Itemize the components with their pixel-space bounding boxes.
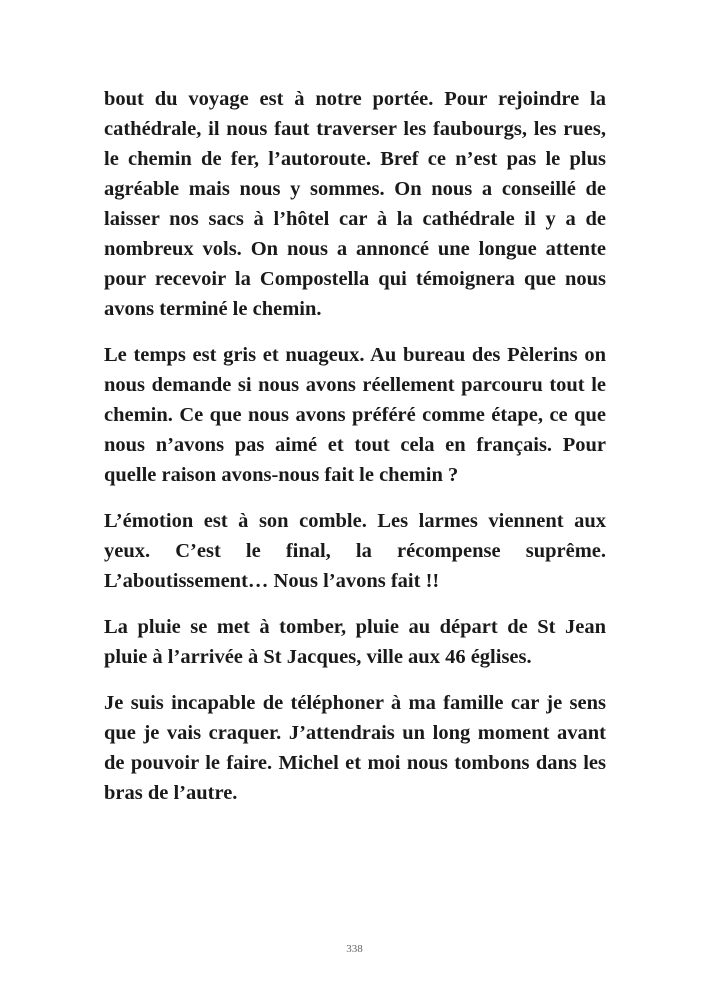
page-number: 338 bbox=[346, 943, 363, 955]
paragraph-arrival-cathedral: bout du voyage est à notre portée. Pour rejoindre la cathédrale, il nous faut traverser les faubourgs, les rues, le chemin de fer, l’autoroute. Bref ce n’est pas le plus agréable mais nous y sommes. On nous a conseillé de laisser nos sacs à l’hôtel car à la cathédrale il y a de nombreux vols. On nous a annoncé une longue attente pour recevoir la Compostella qui témoignera que nous avons terminé le chemin. bbox=[104, 88, 606, 320]
page-body-text bbox=[104, 84, 606, 824]
paragraph-emotion: L’émotion est à son comble. Les larmes viennent aux yeux. C’est le final, la récompense suprême. L’aboutissement… Nous l’avons fait !! bbox=[104, 510, 606, 592]
paragraph-family-call: Je suis incapable de téléphoner à ma famille car je sens que je vais craquer. J’attendrais un long moment avant de pouvoir le faire. Michel et moi nous tombons dans les bras de l’autre. bbox=[104, 692, 606, 804]
paragraph-pilgrim-office: Le temps est gris et nuageux. Au bureau des Pèlerins on nous demande si nous avons réellement parcouru tout le chemin. Ce que nous avons préféré comme étape, ce que nous n’avons pas aimé et tout cela en français. Pour quelle raison avons-nous fait le chemin ? bbox=[104, 344, 606, 486]
paragraph-rain: La pluie se met à tomber, pluie au départ de St Jean pluie à l’arrivée à St Jacques, ville aux 46 églises. bbox=[104, 616, 606, 668]
